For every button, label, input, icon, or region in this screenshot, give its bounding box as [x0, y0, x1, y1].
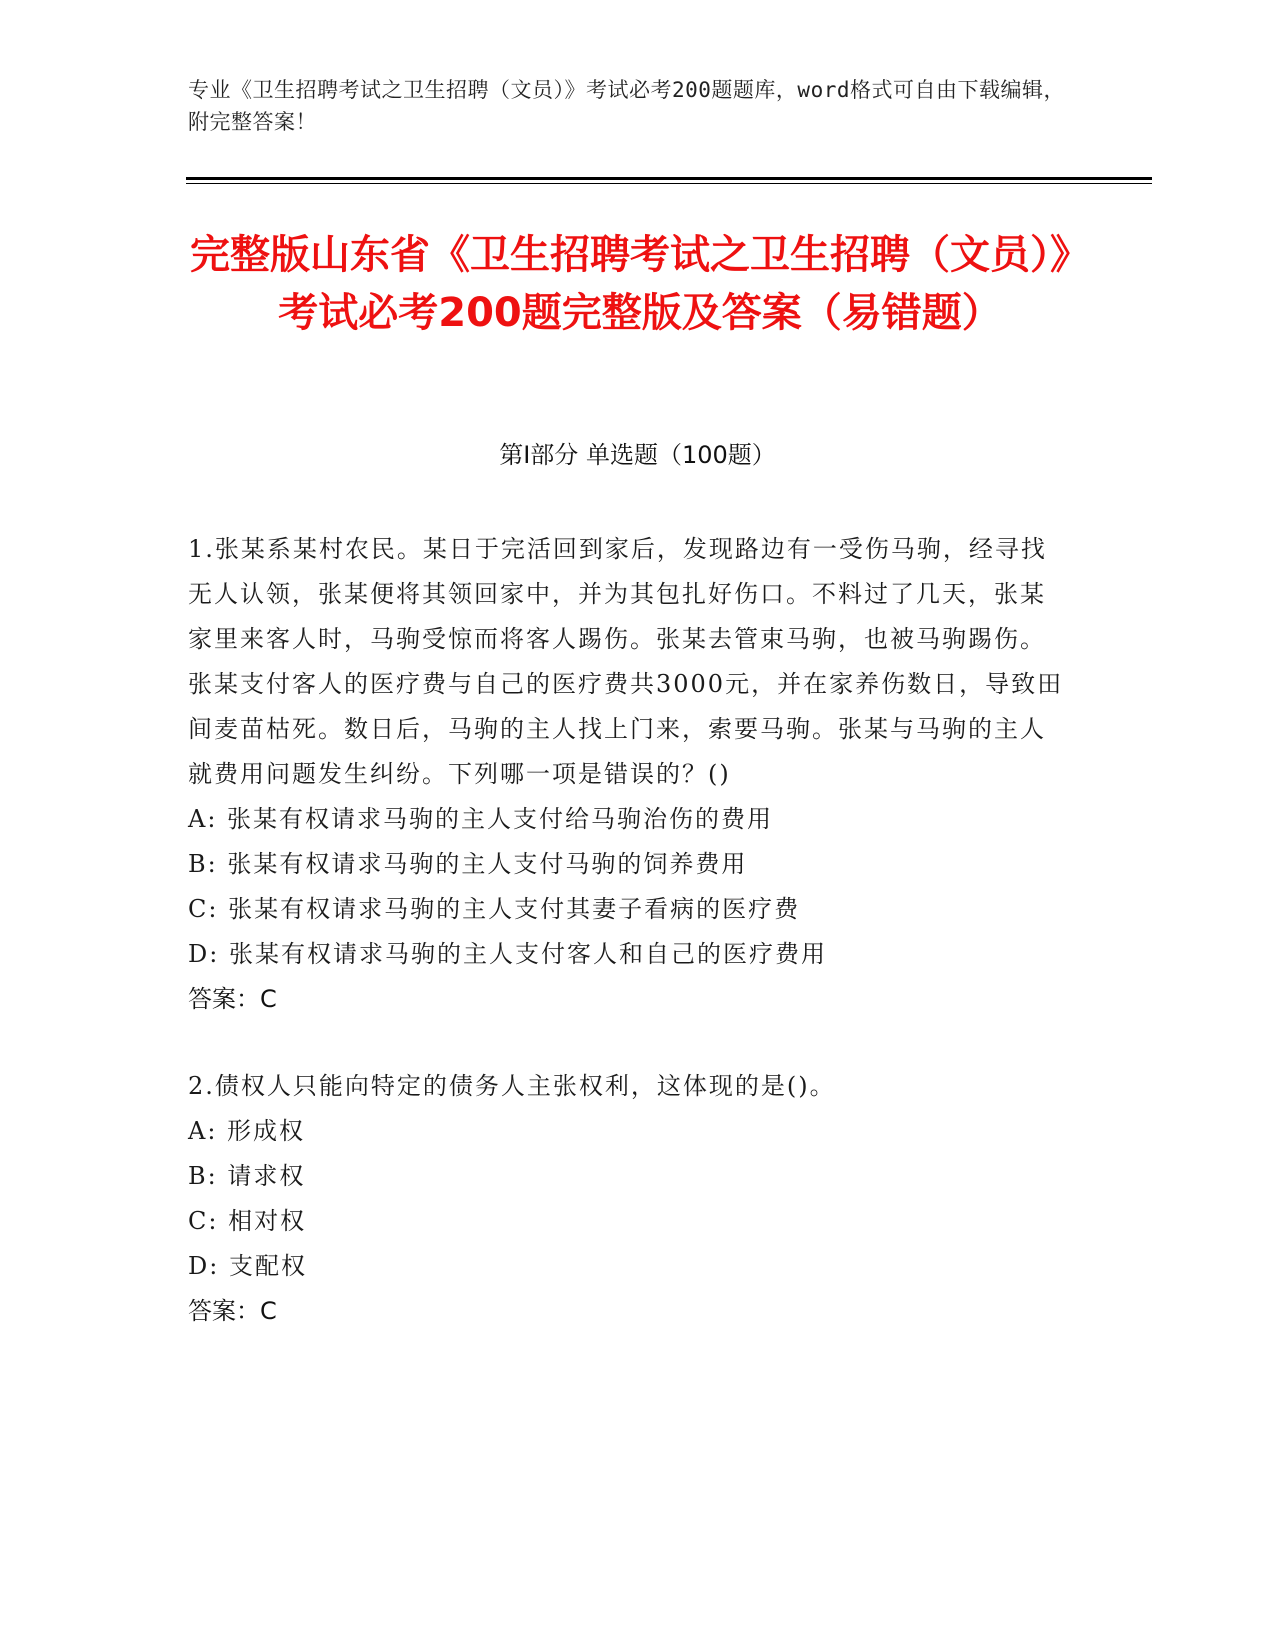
question-1	[188, 527, 1068, 1022]
option-c: C: 相对权	[188, 1207, 307, 1235]
option-a: A: 张某有权请求马驹的主人支付给马驹治伤的费用	[188, 805, 774, 833]
header-note: 专业《卫生招聘考试之卫生招聘（文员）》考试必考200题题库，word格式可自由下载编辑，附完整答案！	[188, 78, 1065, 134]
option-a: A: 形成权	[188, 1117, 306, 1145]
header-rule-thick	[186, 177, 1152, 180]
section-title: 第Ⅰ部分 单选题（100题）	[499, 441, 776, 469]
question-stem: 1.张某系某村农民。某日于完活回到家后，发现路边有一受伤马驹，经寻找无人认领，张某便将其领回家中，并为其包扎好伤口。不料过了几天，张某家里来客人时，马驹受惊而将客人踢伤。张某去管束马驹，也被马驹踢伤。张某支付客人的医疗费与自己的医疗费共3000元，并在家养伤数日，导致田间麦苗枯死。数日后，马驹的主人找上门来，索要马驹。张某与马驹的主人就费用问题发生纠纷。下列哪一项是错误的？()	[188, 535, 1064, 788]
option-b: B: 张某有权请求马驹的主人支付马驹的饲养费用	[188, 850, 748, 878]
option-d: D: 支配权	[188, 1252, 307, 1280]
question-2	[188, 1064, 1068, 1334]
question-stem: 2.债权人只能向特定的债务人主张权利，这体现的是()。	[188, 1072, 836, 1100]
question-list	[188, 527, 1068, 1376]
option-d: D: 张某有权请求马驹的主人支付客人和自己的医疗费用	[188, 940, 827, 968]
header-rule-thin	[186, 183, 1152, 184]
option-c: C: 张某有权请求马驹的主人支付其妻子看病的医疗费	[188, 895, 801, 923]
answer: 答案：C	[188, 985, 277, 1013]
answer: 答案：C	[188, 1297, 277, 1325]
option-b: B: 请求权	[188, 1162, 306, 1190]
document-title: 完整版山东省《卫生招聘考试之卫生招聘（文员）》考试必考200题完整版及答案（易错题）	[190, 232, 1090, 336]
